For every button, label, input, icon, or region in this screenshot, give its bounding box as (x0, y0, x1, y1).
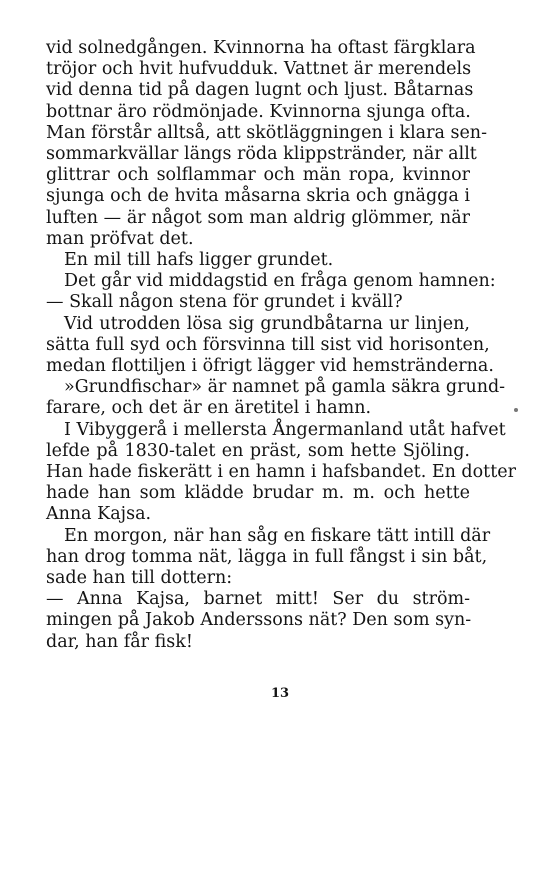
text-line: glittrar och solflammar och män ropa, kvinnor (46, 165, 470, 186)
text-line: han drog tomma nät, lägga in full fångst i sin båt, (46, 546, 488, 567)
paragraph-7 (46, 419, 516, 526)
text-line: sätta full syd och försvinna till sist vid horisonten, (46, 334, 490, 355)
paragraph-6 (46, 377, 506, 419)
text-line: dar, han får fisk! (46, 631, 193, 652)
text-line: vid solnedgången. Kvinnorna ha oftast färgklara (46, 38, 476, 58)
text-line: Anna Kajsa. (46, 504, 152, 525)
text-line: En morgon, när han såg en fiskare tätt intill där (64, 525, 491, 546)
text-line: medan flottiljen i öfrigt lägger vid hemstränderna. (46, 356, 494, 377)
text-line: Vid utrodden lösa sig grundbåtarna ur linjen, (64, 313, 470, 334)
text-line: luften — är något som man aldrig glömmer, när (46, 207, 470, 228)
text-line: — Skall någon stena för grundet i kväll? (46, 292, 403, 313)
text-line: bottnar äro rödmönjade. Kvinnorna sjunga ofta. (46, 101, 471, 122)
paragraph-2 (46, 250, 470, 271)
paragraph-5 (46, 313, 494, 378)
text-line: Det går vid middagstid en fråga genom hamnen: (64, 271, 496, 292)
text-line: sommarkvällar längs röda klippstränder, när allt (46, 144, 477, 165)
text-line: sade han till dottern: (46, 568, 233, 589)
text-line: hade han som klädde brudar m. m. och hette (46, 483, 470, 504)
text-line: mingen på Jakob Anderssons nät? Den som syn- (46, 610, 472, 631)
paragraph-1 (46, 38, 487, 250)
page-number: 13 (270, 686, 290, 701)
text-line: En mil till hafs ligger grundet. (64, 250, 334, 271)
text-line: »Grundfischar» är namnet på gamla säkra grund- (64, 377, 506, 398)
text-line: farare, och det är en äretitel i hamn. (46, 398, 372, 419)
paragraph-3 (46, 271, 496, 292)
text-line: lefde på 1830-talet en präst, som hette Sjöling. (46, 440, 470, 461)
text-line: — Anna Kajsa, barnet mitt! Ser du ström- (46, 589, 470, 610)
paragraph-9 (46, 589, 470, 653)
text-line: Han hade fiskerätt i en hamn i hafsbandet. En dotter (46, 462, 516, 483)
text-line: vid denna tid på dagen lugnt och ljust. Båtarnas (46, 80, 474, 101)
margin-speck (514, 408, 518, 412)
text-line: man pröfvat det. (46, 228, 194, 249)
paragraph-8 (46, 525, 491, 590)
text-line: Man förstår alltså, att skötläggningen i klara sen- (46, 122, 487, 143)
text-line: I Vibyggerå i mellersta Ångermanland utåt hafvet (64, 419, 506, 440)
text-line: tröjor och hvit hufvudduk. Vattnet är merendels (46, 59, 472, 80)
paragraph-4 (46, 292, 470, 313)
text-line: sjunga och de hvita måsarna skria och gnägga i (46, 186, 470, 207)
body-text (46, 38, 516, 653)
